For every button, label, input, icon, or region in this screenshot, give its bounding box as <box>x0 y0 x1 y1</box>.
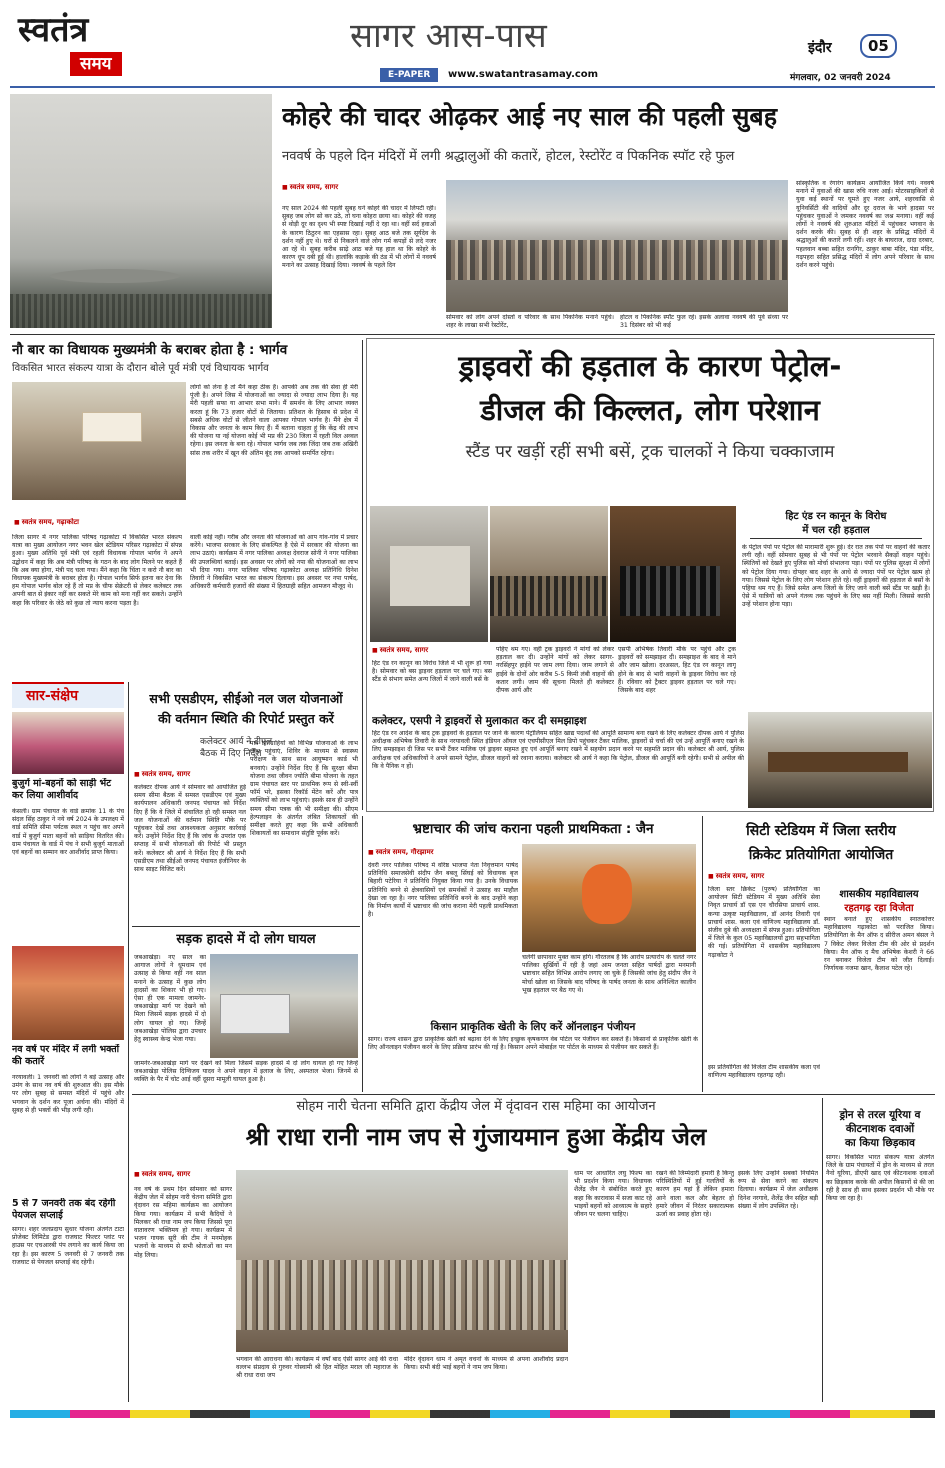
story1-crowd-photo <box>446 180 788 312</box>
story3-headline-line1: ड्राइवरों की हड़ताल के कारण पेट्रोल- <box>458 349 842 383</box>
issue-date: मंगलवार, 02 जनवरी 2024 <box>790 73 891 83</box>
story9-text: स्थान बनाते हुए शासकीय स्नातकोत्तर महाविद्यालय गढ़ाकोटा को पराजित किया। प्रतियोगिता के मैन ऑफ द सीरीज अमन बंसल ने 7 विकेट लेकर विजेता टीम की ओर से प्रदर्शन किया। मैन ऑफ द मैच अभिषेक केशरी ने 66 रन बनाकर विजेता टीम को जीत दिलाई। निर्णायक नजमा खान, कैलाश पटेल रहे। <box>824 916 934 973</box>
logo-top: स्वतंत्र <box>18 10 89 50</box>
story3-box-title-line2: में चल रही हड़ताल <box>802 525 870 536</box>
digest-photo-1 <box>12 712 124 774</box>
story2-photo <box>12 382 186 500</box>
city-label: इंदौर <box>808 40 832 56</box>
story8-col2: इस प्रतियोगिता की विजेता टीम शासकीय कला एवं वाणिज्य महाविद्यालय रहतगढ़ रही। <box>708 1064 820 1080</box>
story11-byline: ■ स्वतंत्र समय, सागर <box>134 1170 274 1179</box>
rule-4 <box>362 816 363 1092</box>
masthead-rule <box>10 86 935 88</box>
story6-col1: देवरी नगर पालिका परिषद में वरिष्ठ भाजपा नेता निवृत्तमान पार्षद प्रतिनिधि समाजसेवी संदीप जैन बबलू सिंघई को विधायक बृज बिहारी पटेरिया ने प्रतिनिधि नियुक्त किया गया है। उनके विधायक प्रतिनिधि बनने से क्षेत्रवासियों एवं समर्थकों ने उत्साह का माहौल देखा जा रहा है। नगर पालिका प्रतिनिधि बनने के बाद उन्होंने कहा कि निर्माण कार्यों में भ्रष्टाचार की जांच कराना मेरी पहली प्राथमिकता है। <box>368 862 518 919</box>
story4-byline: ■ स्वतंत्र समय, सागर <box>134 770 274 779</box>
story5-text: जबआखेड़ा। नए साल का आगाज लोगों ने धूमधाम एवं उत्साह से किया वहीं नव साल मनाने के उत्साह में कुछ लोग हादसों का शिकार भी हो गए। ऐसा ही एक मामला जामनेर-जबआखेड़ा मार्ग पर देखने को मिला जिसमें सड़क हादसे में दो लोग घायल हो गए। जिन्हें जबआखेड़ा पोलिस द्वारा उपचार हेतु स्वास्थ्य केन्द्र भेजा गया। <box>134 954 206 1044</box>
story6-byline: ■ स्वतंत्र समय, गौरझामर <box>368 848 518 857</box>
story3-box-title-line1: हिट एंड रन कानून के विरोध <box>785 511 887 522</box>
story2-subhead: विकसित भारत संकल्प यात्रा के दौरान बोले पूर्व मंत्री एवं विधायक भार्गव <box>12 363 269 374</box>
page-number: 05 <box>860 34 897 58</box>
story2-byline: ■ स्वतंत्र समय, गढ़ाकोटा <box>14 518 184 527</box>
story1-headline: कोहरे की चादर ओढ़कर आई नए साल की पहली सुबह <box>282 102 777 131</box>
story3-photo-1 <box>370 506 488 642</box>
digest-photo-2 <box>12 946 124 1040</box>
story11-col3: मंदिर वृंदावन धाम ने अमृत वचनों के माध्यम से अपना आशीर्वाद प्रदान किया। सभी बंदी भाई बहनों ने नाम जप किया। <box>404 1356 568 1372</box>
story8-byline: ■ स्वतंत्र समय, सागर <box>708 872 828 881</box>
story4-headline-line2: की वर्तमान स्थिति की रिपोर्ट प्रस्तुत करें <box>158 711 334 726</box>
story3-box-text: के पेट्रोल पंपों पर पेट्रोल की मारामारी शुरू हुई। देर रात तक पंपों पर वाहनों की कतार लगी रही। वहीं सोमवार सुबह से भी पंपों पर पेट्रोल भरवाने सैकड़ों वाहन पहुंचे। स्थितियों को देखते हुए पुलिस को मोर्चा संभालना पड़ा। पंपों पर पुलिस सुरक्षा में लोगों को पेट्रोल दिया गया। दोपहर बाद शहर के आधे से ज्यादा पंपों पर पेट्रोल खत्म हो गया। जिससे पेट्रोल के लिए लोग परेशान होते रहे। वहीं ड्राइवरों की हड़ताल से बसों के पहिया थम गए हैं। जिसे समेत अन्य जिलों के लिए जाने वाली बसें स्टैंड पर खड़ी है। ऐसे में यात्रियों को अपने गंतव्य तक पहुंचने के लिए बस नहीं मिली। जिससे काफ़ी उन्हें परेशान होना पड़ा। <box>742 544 930 609</box>
story1-subhead: नववर्ष के पहले दिन मंदिरों में लगी श्रद्धालुओं की कतारें, होटल, रेस्टोरेंट व पिकनिक स्पॉट रहे फुल <box>282 149 735 164</box>
story4-col1: कलेक्टर दीपक आर्य ने सोमवार को आयोजित हुई समय सीमा बैठक में समस्त एसडीएम एवं मुख्य कार्यपालन अधिकारी जनपद पंचायत को निर्देश दिए हैं कि वे जिले में संचालित हो रही समस्त नल जल योजनाओं की वर्तमान स्थिति मौके पर पहुंचकर देखें तथा आवश्यकता अनुसार कार्रवाई करें। उन्होंने निर्देश दिए हैं कि जांच के उपरांत एक सप्ताह में सभी योजनाओं की रिपोर्ट भी प्रस्तुत करें। कलेक्टर श्री आर्य ने निर्देश दिए हैं कि सभी एसडीएम तथा सीईओ जनपद पंचायत इंजीनियर के साथ साइट विजिट करें। <box>134 784 246 874</box>
box-title-rule <box>750 538 922 539</box>
digest-title: सार-संक्षेप <box>26 688 79 704</box>
story2-col-left: जिला सागर में नगर पालिका परिषद गढ़ाकोटा में विकसित भारत संकल्प यात्रा का मुख्य आयोजन नगर भवन खेल स्टेडियम परिसर गढ़ाकोटा में संपन्न हुआ। मुख्य अतिथि पूर्व मंत्री एवं रहली विधायक गोपाल भार्गव ने अपने उद्बोधन में कहा कि अब मंत्री परिषद के गठन के बाद लोग मिलने पर कहते हैं कि अब क्या होगा, मंत्री पद चला गया। मैंने कहा कि चिंता न करो नौ बार का विधायक मुख्यमंत्री के बराबर होता है। गोपाल भार्गव सिर्फ इतना कर देना कि हम गोपाल भार्गव बोल रहे हैं तो मप्र के चीफ सेक्रेटरी से लेकर कलेक्टर तक अपनी बात से इंकार नहीं कर सकते मेरे काम को मना नहीं कर सकते। उन्होंने कहा कि परिवार के जेठे को कुछ तो न्याय करना पड़ता है। <box>12 534 182 607</box>
story2-col-right: लोगों को लेना है तो मैंने कहा ठीक है। आपकी अब तक की सेवा ही मेरी पूंजी है। अपने जिस में योजनाओं का ज्यादा से ज्यादा लाभ दिया है। यह मेरी पहली सफा या आभार सभा माने। मैं समर्थन के लिए आभार व्यक्त करता हूं कि 73 हजार वोटों से जिताया। प्रतिशत के हिसाब से प्रदेश में सबसे अधिक वोटों से जीतने वाला आपका गोपाल भार्गव है। मैंने क्षेत्र में विकास और जनता के काम किए हैं। मैं बताना चाहता हूं कि केंद्र की लाभ की योजना या नई योजना कोई भी मप्र की 230 जिला में रहती विल अव्वल रहेगा। इस जनता के बना रहे। गोपाल भार्गव जब तक जिंदा जब तक अखिरी सांस तक शरीर में खून की अंतिम बूंद तक आपको समर्पित रहेगा। <box>190 384 358 457</box>
story11-caption: भगवान की आराधना की। कार्यक्रम में वर्षों बाद ऐसी सागर आई की राधा वल्लभ संप्रदाय से गुरुवर गोस्वामी श्री हित मोहित मराल जी महाराज के श्री राधा राधा जप <box>236 1356 398 1380</box>
story4-col2: पात्र हितग्राहियों को विभिन्न योजनाओं के लाभ लाभ पहुंचाएं, शिविर के माध्यम से स्वास्थ्य परीक्षण के साथ साथ आयुष्मान कार्ड भी बनवाएं। उन्होंने निर्देश दिए हैं कि सुरक्षा बीमा योजना तथा जीवन ज्योति बीमा योजना के तहत ग्राम पंचायत स्तर पर प्राथमिक रूप से स्वी-स्वीं फॉर्म भरे, इसका रिकॉर्ड मेंटेन करें और पात्र व्यक्तियों को लाभ पहुंचाएं। इसके साथ ही उन्होंने समय सीमा पत्रक की भी समीक्षा की। सीएम हेल्पलाइन के अंतर्गत लंबित शिकायतों की समीक्षा करते हुए कहा कि सभी अधिकारी शिकायतों का समाधान संतुष्टि पूर्वक करें। <box>250 740 358 838</box>
story3-subhead: स्टैंड पर खड़ीं रहीं सभी बसें, ट्रक चालकों ने किया चक्काजाम <box>465 442 835 462</box>
story10-headline-line1: ड्रोन से तरल यूरिया व <box>839 1109 921 1121</box>
section-title: सागर आस-पास <box>350 16 547 56</box>
story5-caption: जामनेर-जबआखेड़ा मार्ग पर देखने को मिला जिसमें सड़क हादसे में दो लोग घायल हो गए जिन्हें जबआखेड़ा पोलिस दिग्विजय यादव ने अपने वाहन में इलाज के लिए, अस्पताल भेजा। जिनमें से व्यक्ति के पैर में चोट आई वहीं दूसरा मामूली घायल हुआ है। <box>134 1060 358 1084</box>
story7-headline: किसान प्राकृतिक खेती के लिए करें ऑनलाइन पंजीयन <box>430 1021 636 1033</box>
rule-1 <box>10 334 935 335</box>
story10-headline-line2: कीटनाशक दवाओं <box>845 1123 915 1135</box>
story11-headline: श्री राधा रानी नाम जप से गुंजायमान हुआ केंद्रीय जेल <box>245 1123 707 1151</box>
story2-col-mid: वाली कोई नहीं। गरीब और जनता की योजनाओं को आप गांव-गांव में प्रचार करेंगे। भाजपा सरकार के लिए संकल्पित है ऐसे में सरकार की योजना का लाभ उठाएं। कार्यक्रम में नगर पालिका अध्यक्ष देवराज सोनी ने नगर पालिका की उपलब्धियां बताई। इस अवसर पर लोगों को नपा की योजनाओं का लाभ भी दिया गया। नगर पालिका परिषद गढ़ाकोटा अध्यक्ष प्रतिनिधि दिनेश तिवारी ने विकसित भारत का संकल्प दिलाया। इस अवसर पर नपा पार्षद, अधिकारी कर्मचारी हजारों की संख्या में हितग्राही सहित आमजन मौजूद थे। <box>190 534 358 591</box>
digest-item1-text: केसली। ग्राम पंचायत के वार्ड क्रमांक 11 के पंच संदल सिंह ठाकुर ने नये वर्ष 2024 के उपलक्ष्य में वार्ड समिति सीमा पर्यटक स्थल न पहुंच कर अपने वार्ड में बुजुर्ग माता बहनों को साड़िया वितरित की। ग्राम पंचायत के वार्ड में पंच ने सभी बुजुर्ग माताओं एवं बहनों का सम्मान कर आशीर्वाद प्राप्त किया। <box>12 808 124 857</box>
story1-col3: होटल व पिकनिक स्पॉट फुल रहे। इसके अलावा नववर्ष की पूर्व संध्या पर 31 दिसंबर को भी कई <box>620 314 788 330</box>
epaper-label: E-PAPER <box>380 68 438 82</box>
story3-col3: एसपी अभिषेक तिवारी मौके पर पहुंचे और ट्रक ड्राइवरों को समझाइश दी। समझाइश के बाद वे माने और जाम खोला। दरअसल, हिट एंड रन कानून लागू होने के बाद से भारी वाहनों के ड्राइवर विरोध कर रहे हैं। रविवार को ट्रैक्टर ड्राइवर हड़ताल पर चले गए। जिसके बाद शहर <box>618 646 736 695</box>
story3-meeting-title: कलेक्टर, एसपी ने ड्राइवरों से मुलाकात कर दी समझाइश <box>372 715 587 727</box>
masthead <box>0 0 945 90</box>
story9-headline-line1: शासकीय महाविद्यालय <box>839 889 919 900</box>
story11-kicker: सोहम नारी चेतना समिति द्वारा केंद्रीय जेल में वृंदावन रास महिमा का आयोजन <box>296 1099 656 1114</box>
story3-byline: ■ स्वतंत्र समय, सागर <box>372 646 512 655</box>
story11-col5: रखने की जिम्मेदारी हमारी है किन्तु परिस्थितियों में हुई गलतियों के कारण हम यहां हैं लेकिन हमारा आने वाला कल और बेहतर हो हमारे जीवन में निरंतर सकारात्मक ऊर्जा का प्रवाह होता रहे। <box>656 1170 734 1219</box>
rule-7 <box>822 1098 823 1402</box>
rule-6 <box>132 1094 935 1095</box>
story9-headline-line2: रहतगढ़ रहा विजेता <box>844 903 914 914</box>
fog-photo <box>10 94 272 328</box>
digest-item2-headline: नव वर्ष पर मंदिर में लगी भक्तों की कतारें <box>12 1044 120 1067</box>
story3-col2: पहिए थम गए। वहीं ट्रक ड्राइवरों ने मांगों को लेकर हड़ताल कर दी। उन्होंने मांगों को लेकर सागर-नरसिंहपुर हाईवे पर जाम लगा दिया। जाम लगाने से हाईवे के दोनों ओर करीब 5-5 किमी लंबी वाहनों की कतार लगी। जाम की सूचना मिलते ही कलेक्टर दीपक आर्य और <box>496 646 614 695</box>
story1-photo-caption: सोमवार को लोग अपने दोस्तों व परिवार के साथ पिकनिक मनाने पहुंचे। शहर के लाखा सभी रेस्टोरेंट, <box>446 314 614 330</box>
story3-photo-3 <box>610 506 736 642</box>
story7-text: सागर। राज्य शासन द्वारा प्राकृतिक खेती को बढ़ावा देने के लिए इच्छुक कृषकगण वेब पोर्टल पर पंजीयन कर सकते हैं। किसानों से प्राकृतिक खेती के लिए ऑनलाइन पंजीयन करने के लिए प्रक्रिया प्रारंभ की गई है। किसान अपने मोबाईल पर पोर्टल के माध्यम से पंजीयन कर सकते हैं। <box>368 1036 698 1052</box>
digest-item3-headline: 5 से 7 जनवरी तक बंद रहेगी पेयजल सप्लाई <box>12 1198 116 1221</box>
story11-photo <box>236 1170 568 1352</box>
story2-headline: नौ बार का विधायक मुख्यमंत्री के बराबर होता है : भार्गव <box>12 342 288 358</box>
rule-digest <box>128 682 129 1402</box>
digest-item1-headline: बुजुर्ग मां-बहनों को साड़ी भेंट कर लिया आशीर्वाद <box>12 778 111 801</box>
story6-col2: चलेगी छापावार मुक्त काम होंगे। गौरतलब है कि आरोप प्रत्यारोप के चलते नगर पालिका सुर्खियों में रही है जहां आम जनता सहित पार्षदों द्वारा मनमानी भ्रष्टाचार सहित विभिन्न आरोप लगाए जा चुके हैं जिसकी जांच हेतु संदीप जैन ने मोर्चा खोला था जिसके बाद परिषद के पार्षद जनता के साथ अनिश्चित कालीन भूख हड़ताल पर बैठ गए थे। <box>522 954 696 994</box>
story11-col1: नव वर्ष के प्रथम दिन सोमवार को सागर केंद्रीय जेल में सोहम नारी चेतना समिति द्वारा वृंदावन रस महिमा कार्यक्रम का आयोजन किया गया। कार्यक्रम में सभी कैदियों ने मिलकर श्री राधा नाम जप किया जिससे पूरा वातावरण भक्तिमय हो गया। कार्यक्रम में भजन गायक सूरी की टीम ने मनमोहक भजनों के माध्यम से सभी श्रोताओं का मन मोह लिया। <box>134 1186 232 1259</box>
logo <box>18 10 148 80</box>
rule-5 <box>702 816 703 1092</box>
registration-strip <box>10 1410 935 1418</box>
website-link[interactable]: www.swatantrasamay.com <box>448 69 599 80</box>
digest-header <box>12 682 124 708</box>
story1-byline: ■ स्वतंत्र समय, सागर <box>282 183 432 192</box>
story8-headline-line1: सिटी स्टेडियम में जिला स्तरीय <box>746 823 896 839</box>
rule-2 <box>362 340 363 810</box>
story4-subhead-line1: कलेक्टर आर्य ने टीएल <box>200 737 273 747</box>
story4-headline-line1: सभी एसडीएम, सीईओ नल जल योजनाओं <box>149 691 343 706</box>
story6-photo <box>522 844 696 952</box>
story3-headline-line2: डीजल की किल्लत, लोग परेशान <box>480 393 820 427</box>
rule-3 <box>132 926 360 927</box>
story5-photo <box>210 954 358 1058</box>
story3-meeting-photo <box>748 712 932 808</box>
story4-subhead-line2: बैठक में दिए निर्देश <box>200 749 262 759</box>
story11-col6: इसके लिए उन्होंने सबको नियमित रूप से सेवा करने का संकल्प दिलाया। कार्यक्रम में जेल अधीक्षक दिनेश नरगावे, शैलेंद्र जैन सहित बड़ी संख्या में लोग उपस्थित रहे। <box>738 1170 818 1210</box>
story10-headline-line3: का किया छिड़काव <box>844 1137 915 1149</box>
story5-headline: सड़क हादसे में दो लोग घायल <box>176 932 316 947</box>
logo-bottom: समय <box>70 52 122 76</box>
story3-meeting-text: हिट एंड रन आदेश के बाद ट्रक ड्राइवरों के हड़ताल पर जाने के कारण पेट्रोलियम सहित खाद्य पदार्थों की आपूर्ति सामान्य बना रखने के लिए कलेक्टर दीपक आर्य ने पुलिस अधीक्षक अभिषेक तिवारी के साथ नरयावली स्थित इंडियन ऑयल एवं एचपीसीएल मिल डिपो पहुंचकर टैंकर मालिक, ड्राइवरों से चर्चा की एवं उन्हें आपूर्ति बनाए रखने के लिए समझाइश दी जिस पर सभी टैंकर मालिक एवं ड्राइवर सहमत हुए एवं आपूर्ति बनाए रखने में सहयोग प्रदान करने पर सहमति प्रदान की। कलेक्टर श्री आर्य, पुलिस अधीक्षक एवं अधिकारियों ने अपने सामने पेट्रोल, डीजल वाहनों को रवाना कराया। कलेक्टर श्री आर्य ने कहा कि पेट्रोल, डीजल की आपूर्ति बनी रहेगी। सभी से अपील की कि वे पैनिक न हों। <box>372 730 744 770</box>
story1-col4: सांस्कृतिक व रंगारंग कार्यक्रम आयोजित किये गये। नववर्ष मनाने में युवाओं की खास रुचि नजर आई। मोटरसाइकिलों से युवा कई स्थानों पर घूमते हुए नजर आये, शहरवासि से यूनिवर्सिटी की वादियों और दूर दराज के भागे हादसा पर पहुंचकर युवाओं ने जमकर नववर्ष का जश्न मनाया। वहीं कई लोगों ने नववर्ष की शुरुआत मंदिरों में पहुंचकर भगवान के दर्शन करके की। सुबह से ही शहर के प्रसिद्ध मंदिरों में श्रद्धालुओं की कतारें लगी रहीं। शहर के बाघराज, दादा दरबार, पहलवान बब्बा सहित रानगिर, ठाकुर बाबा मंदिर, पंडा मंदिर, गढ़पहरा सहित प्रसिद्ध मंदिरों में लोग अपने परिवार के साथ दर्शन करने पहुंचे। <box>796 180 934 270</box>
story6-headline: भ्रष्टाचार की जांच कराना पहली प्राथमिकता : जैन <box>412 821 654 837</box>
story3-col1: हिट एंड रन कानून का विरोध जिले में भी शुरू हो गया है। सोमवार को बस ड्राइवर हड़ताल पर चले गए। बस स्टैंड से संभाग समेत अन्य जिलों में जाने वाली बसें के <box>372 660 492 684</box>
story8-headline-line2: क्रिकेट प्रतियोगिता आयोजित <box>748 847 894 863</box>
digest-item3-text: सागर। शहर जलप्रदाय सुधार योजना अंतर्गत टाटा प्रोजेक्ट लिमिटेड द्वारा राजघाट फिल्टर प्लांट पर हाउस पर एचआरबी पंप लगाने का कार्य किया जा रहा है। इस कारण 5 जनवरी से 7 जनवरी तक राजघाट से पेयजल सप्लाई बंद रहेगी। <box>12 1226 124 1266</box>
story8-text: जिला स्तर क्रिकेट (पुरुष) प्रतियोगिता का आयोजन सिटी स्टेडियम में मुख्य अतिथि सेवा निवृत प्राचार्य डॉ एस एन चौरसिया प्राचार्य शास. कन्या उत्कृष्ट महाविद्यालय, डॉ आनंद तिवारी एवं प्राचार्य शास. कला एवं वाणिज्य महाविद्यालय डॉ. संजीव दुबे की अध्यक्षता में संपन्न हुआ। प्रतियोगिता में जिले के कुल 05 महाविद्यालयों द्वारा सहभागिता की गई। प्रतियोगिता में शासकीय महाविद्यालय गढ़ाकोटा ने <box>708 886 820 959</box>
story10-text: सागर। विकसित भारत संकल्प यात्रा अंतर्गत जिले के ग्राम पंचायतों में ड्रोन के माध्यम से तरल नैनो यूरिया, डीएपी खाद एवं कीटनाशक दवाओं का छिड़काव करके की अपील किसानों से की जा रही है साथ ही साथ इसका प्रदर्शन भी मौके पर किया जा रहा है। <box>826 1154 934 1203</box>
digest-item2-text: नरयावली। 1 जनवरी को लोगों ने बड़े उत्साह और उमंग के साथ नव वर्ष की शुरुआत की। इस मौके पर लोग सुबह से समस्त मंदिरों में पहुंचे और भगवान के दर्शन कर पूजा अर्चना की। मंदिरों में सुबह से ही भक्तों की भीड़ लगी रही। <box>12 1074 124 1114</box>
story11-col4: धाम पर आधारित लघु फिल्म का भी प्रदर्शन किया गया। विधायक शैलेंद्र जैन ने संबोधित करते हुए कहा कि कारावास में सजा काट रहे भाइयों बहनों को आध्यात्म के सहारे जीवन पर चलना चाहिए। <box>574 1170 652 1219</box>
story1-col1: नए साल 2024 की पहली सुबह घने कोहरे की चादर में लिपटी रही। सुबह जब लोग सो कर उठे, तो घना कोहरा छाया था। कोहरे की वजह से थोड़ी दूर का दृश्य भी स्पष्ट दिखाई नहीं दे रहा था। वहीं सर्द हवाओं के कारण ठिठुरन का एहसास रहा। सुबह आठ बजे तक सूर्यदेव के दर्शन नहीं हुए थे। घरों से निकलने वाले लोग गर्म कपड़ों से लदे नजर आ रहे थे। सुबह करीब साढ़े आठ बजे यह हाल था कि कोहरे के कारण धूप दबी हुई थी। हालांकि कड़ाके की ठंड में भी लोगों में नववर्ष मनाने का उत्साह दिखाई दिया। नववर्ष के पहले दिन <box>282 205 436 270</box>
story3-photo-2 <box>490 506 608 642</box>
